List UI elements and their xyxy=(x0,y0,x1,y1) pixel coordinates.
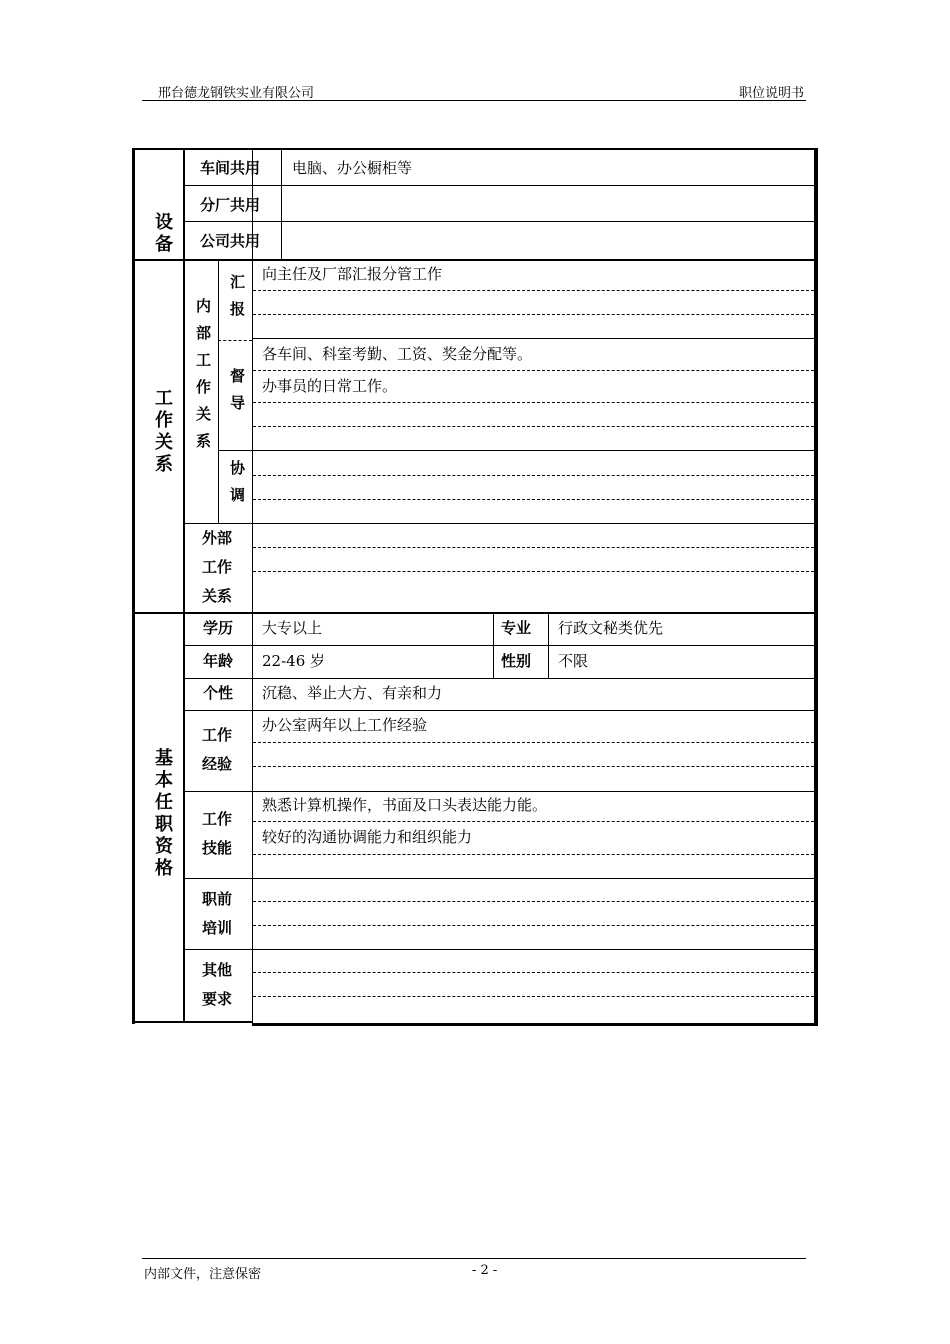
ruled-line xyxy=(253,314,814,315)
experience-label-line: 经验 xyxy=(202,755,233,773)
ruled-line xyxy=(253,742,814,743)
company-name: 邢台德龙钢铁实业有限公司 xyxy=(158,86,315,101)
major-label: 专业 xyxy=(501,619,532,637)
supervise-line: 各车间、科室考勤、工资、奖金分配等。 xyxy=(262,345,533,363)
ruled-line xyxy=(253,925,814,926)
education-value: 大专以上 xyxy=(262,619,323,637)
ruled-line xyxy=(253,821,814,822)
row-line xyxy=(185,710,816,711)
equipment-row-value: 电脑、办公橱柜等 xyxy=(292,159,413,177)
skills-label-line: 技能 xyxy=(202,839,233,857)
ruled-line xyxy=(253,854,814,855)
frame-top xyxy=(132,148,816,150)
report-label: 汇报 xyxy=(228,274,246,328)
report-line: 向主任及厂部汇报分管工作 xyxy=(262,265,443,283)
row-line xyxy=(185,878,816,879)
equipment-row-label: 分厂共用 xyxy=(200,196,261,214)
ruled-line xyxy=(253,547,814,548)
ruled-line xyxy=(253,996,814,997)
row-line xyxy=(253,338,814,339)
row-line xyxy=(185,949,816,950)
label-column-divider xyxy=(252,148,253,1024)
ruled-line xyxy=(253,475,814,476)
frame-left xyxy=(132,148,135,1024)
row-line xyxy=(185,791,816,792)
gender-value: 不限 xyxy=(558,652,589,670)
page-footer xyxy=(142,1258,806,1282)
equipment-section-label: 设备 xyxy=(152,212,173,256)
ruled-line xyxy=(253,972,814,973)
ruled-line xyxy=(253,571,814,572)
subgroup-divider xyxy=(218,450,252,451)
external-relations-label-line: 关系 xyxy=(202,587,233,605)
age-value: 22-46 岁 xyxy=(262,652,326,670)
confidential-note: 内部文件，注意保密 xyxy=(144,1267,262,1282)
external-relations-label-line: 工作 xyxy=(202,558,233,576)
other-requirements-label-line: 其他 xyxy=(202,961,233,979)
row-line xyxy=(185,678,816,679)
skills-line: 熟悉计算机操作，书面及口头表达能力能。 xyxy=(262,796,548,814)
education-label: 学历 xyxy=(203,619,234,637)
internal-relations-label: 内部工作关系 xyxy=(194,298,212,460)
external-relations-label-line: 外部 xyxy=(202,529,233,547)
personality-value: 沉稳、举止大方、有亲和力 xyxy=(262,684,443,702)
ruled-line xyxy=(253,402,814,403)
training-label-line: 培训 xyxy=(202,919,233,937)
ruled-line xyxy=(253,901,814,902)
equipment-value-divider xyxy=(281,148,282,259)
equipment-row-label: 车间共用 xyxy=(200,159,261,177)
ruled-line xyxy=(253,426,814,427)
ruled-line xyxy=(253,290,814,291)
equipment-section-divider xyxy=(132,259,816,261)
column-divider xyxy=(493,614,494,678)
page-number: - 2 - xyxy=(472,1263,498,1278)
subgroup-divider xyxy=(218,340,252,341)
major-value: 行政文秘类优先 xyxy=(558,619,664,637)
supervise-line: 办事员的日常工作。 xyxy=(262,377,398,395)
experience-label-line: 工作 xyxy=(202,726,233,744)
equipment-row-line xyxy=(185,185,816,186)
skills-line: 较好的沟通协调能力和组织能力 xyxy=(262,828,473,846)
equipment-row-label: 公司共用 xyxy=(200,232,261,250)
coordinate-label: 协调 xyxy=(228,460,246,514)
internal-external-divider xyxy=(185,523,816,524)
gender-label: 性别 xyxy=(501,652,532,670)
frame-right xyxy=(814,148,818,1025)
ruled-line xyxy=(253,370,814,371)
section-column-divider xyxy=(183,148,185,1023)
page-header xyxy=(142,80,806,101)
work-relations-section-label: 工作关系 xyxy=(152,388,173,476)
row-line xyxy=(253,450,814,451)
ruled-line xyxy=(253,499,814,500)
qualifications-section-label: 基本任职资格 xyxy=(152,748,173,880)
supervise-label: 督导 xyxy=(228,368,246,422)
frame-bottom-left xyxy=(132,1021,252,1023)
age-label: 年龄 xyxy=(203,652,234,670)
other-requirements-label-line: 要求 xyxy=(202,990,233,1008)
document-title: 职位说明书 xyxy=(738,86,804,101)
skills-label-line: 工作 xyxy=(202,810,233,828)
equipment-row-line xyxy=(185,221,816,222)
training-label-line: 职前 xyxy=(202,890,233,908)
frame-bottom-right xyxy=(252,1023,818,1026)
ruled-line xyxy=(253,766,814,767)
internal-subcolumn-divider xyxy=(218,261,219,523)
job-description-form xyxy=(132,148,818,1025)
row-line xyxy=(185,645,816,646)
column-divider xyxy=(548,614,549,678)
personality-label: 个性 xyxy=(203,684,234,702)
relations-section-divider xyxy=(132,612,816,614)
experience-line: 办公室两年以上工作经验 xyxy=(262,716,428,734)
